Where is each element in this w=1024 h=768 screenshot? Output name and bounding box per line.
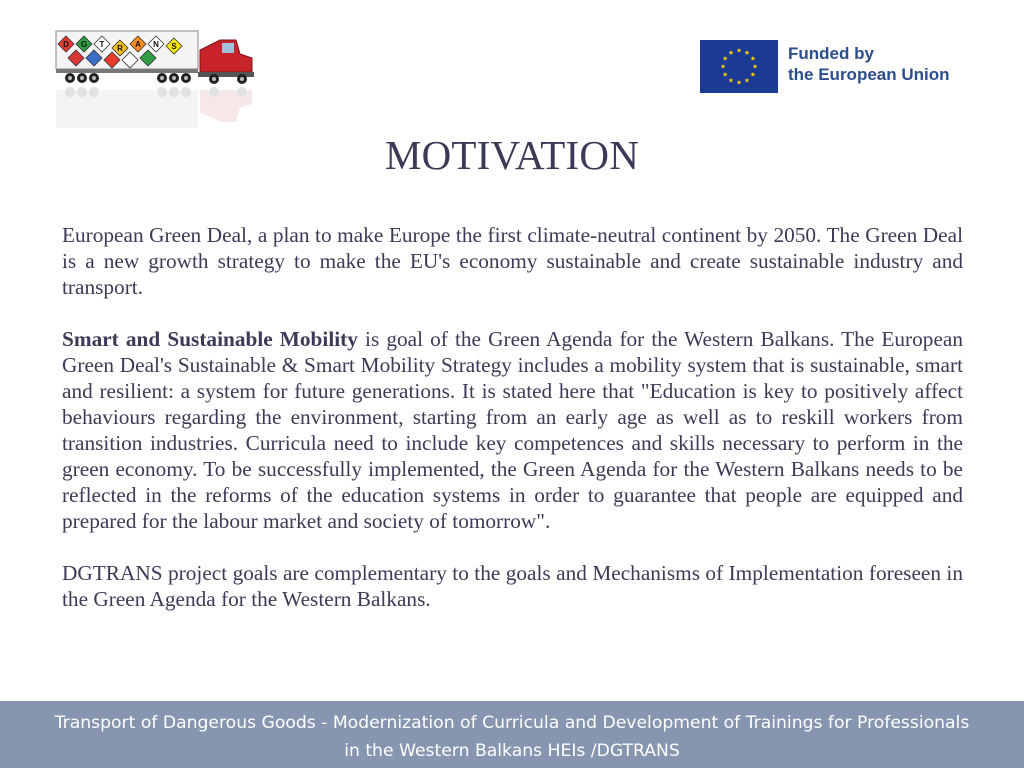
logo-letter-d: D — [63, 40, 69, 49]
footer-line2: in the Western Balkans HEIs /DGTRANS — [344, 741, 680, 761]
footer-line1: Transport of Dangerous Goods - Modernization of Curricula and Development of Trainings for Professionals — [54, 713, 970, 733]
dgtrans-truck-logo — [54, 28, 256, 138]
logo-letter-s: S — [171, 42, 177, 51]
logo-letter-r: R — [117, 44, 123, 53]
smart-mobility-text: is goal of the Green Agenda for the Western Balkans. The European Green Deal's Sustainable & Smart Mobility Strategy includes a mobility system that is sustainable, smart and resilient: a system for future generations. It is stated here that "Education is key to positively affect behaviours regarding the environment, starting from an early age as well as to reskill workers from transition industries. Curricula need to include key competences and skills necessary to perform in the green economy. To be successfully implemented, the Green Agenda for the Western Balkans needs to be reflected in the reforms of the education systems in order to guarantee that people are equipped and prepared for the labour market and society of tomorrow". — [62, 327, 964, 533]
smart-mobility-bold: Smart and Sustainable Mobility — [62, 327, 358, 351]
logo-letter-t: T — [99, 40, 105, 49]
logo-letter-g: G — [80, 40, 88, 49]
paragraph-green-deal: European Green Deal, a plan to make Europe the first climate-neutral continent by 2050. The Green Deal is a new growth strategy to make the EU's economy sustainable and create sustainable industry and transport. — [62, 223, 963, 299]
eu-funded-line1: Funded by — [788, 44, 874, 63]
eu-funding-badge — [700, 40, 970, 94]
eu-flag-icon — [700, 40, 778, 93]
logo-letter-n: N — [153, 40, 159, 49]
slide-title: MOTIVATION — [384, 132, 640, 178]
paragraph-smart-mobility — [62, 326, 963, 534]
paragraph-dgtrans-goals: DGTRANS project goals are complementary to the goals and Mechanisms of Implementation foreseen in the Green Agenda for the Western Balkans. — [62, 561, 963, 611]
eu-funded-line2: the European Union — [788, 65, 950, 84]
logo-letter-a: A — [135, 40, 141, 49]
footer-bar — [0, 701, 1024, 768]
slide-body — [62, 222, 963, 638]
